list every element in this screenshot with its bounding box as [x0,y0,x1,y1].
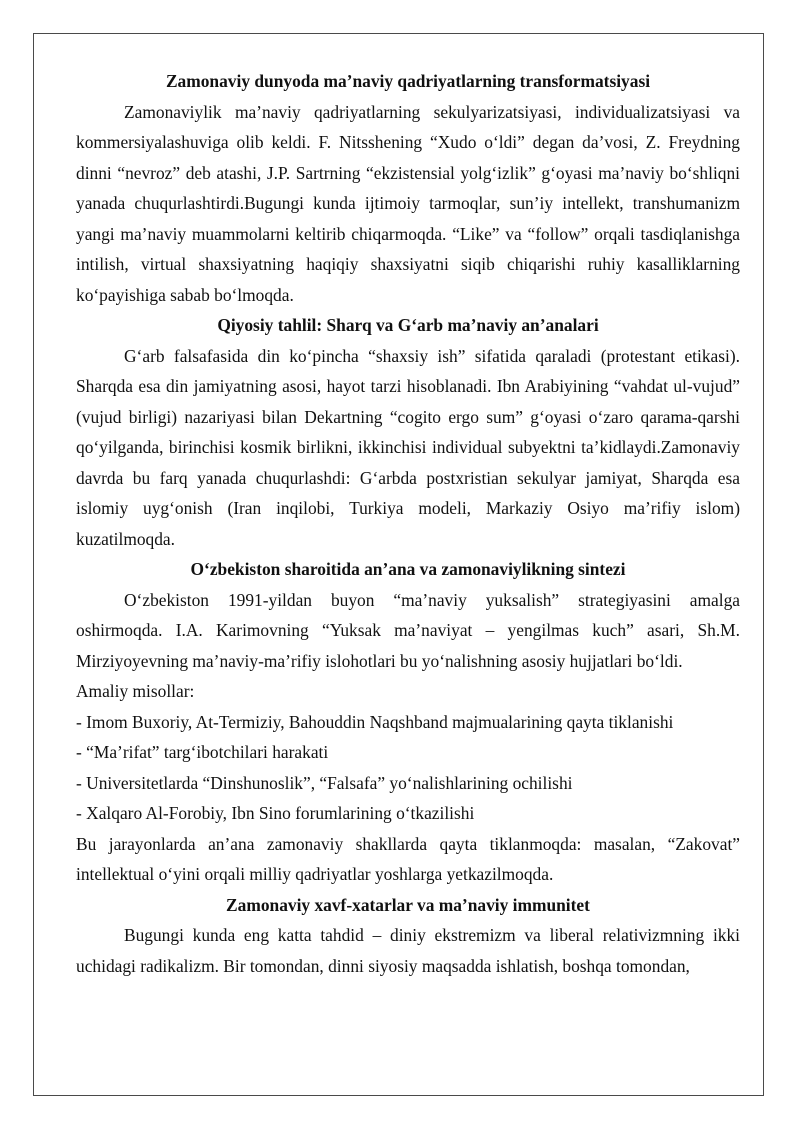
section-comparative-analysis [76,310,740,554]
paragraph: Bugungi kunda eng katta tahdid – diniy ekstremizm va liberal relativizmning ikki uchidagi radikalizm. Bir tomondan, dinni siyosiy maqsadda ishlatish, boshqa tomondan, [76,925,740,976]
paragraph: Zamonaviylik ma’naviy qadriyatlarning sekulyarizatsiyasi, individualizatsiyasi va kommersiyalashuviga olib keldi. F. Nitsshening “Xudo o‘ldi” degan da’vosi, Z. Freydning dinni “nevroz” deb atashi, J.P. Sartrning “ekzistensial yolg‘izlik” g‘oyasi ma’naviy bo‘shliqni yanada chuqurlashtirdi.Bugungi kunda ijtimoiy tarmoqlar, sun’iy intellekt, transhumanizm yangi ma’naviy muammolarni keltirib chiqarmoqda. “Like” va “follow” orqali tasdiqlanishga intilish, virtual shaxsiyatning haqiqiy shaxsiyatni siqib chiqarishi ruhiy kasalliklarning ko‘payishiga sabab bo‘lmoqda. [76,101,740,305]
examples-label: Amaliy misollar: [76,681,195,701]
section-transformation [76,66,740,310]
closing-paragraph: Bu jarayonlarda an’ana zamonaviy shakllarda qayta tiklanmoqda: masalan, “Zakovat” intellektual o‘yini orqali milliy qadriyatlar yoshlarga yetkazilmoqda. [76,833,740,884]
section-heading: Qiyosiy tahlil: Sharq va G‘arb ma’naviy an’analari [217,315,599,335]
list-item: - Xalqaro Al-Forobiy, Ibn Sino forumlarining o‘tkazilishi [76,803,475,823]
list-item: - Imom Buxoriy, At-Termiziy, Bahouddin Naqshband majmualarining qayta tiklanishi [76,711,674,732]
list-item: - “Ma’rifat” targ‘ibotchilari harakati [76,742,329,762]
section-heading: O‘zbekiston sharoitida an’ana va zamonaviylikning sintezi [190,559,626,579]
section-uzbekistan-synthesis [76,554,740,890]
section-heading: Zamonaviy xavf-xatarlar va ma’naviy immunitet [226,894,590,915]
section-heading: Zamonaviy dunyoda ma’naviy qadriyatlarning transformatsiyasi [165,71,651,91]
section-threats-immunity [76,890,740,982]
paragraph: O‘zbekiston 1991-yildan buyon “ma’naviy yuksalish” strategiyasini amalga oshirmoqda. I.A. Karimovning “Yuksak ma’naviyat – yengilmas kuch” asari, Sh.M. Mirziyoyevning ma’naviy-ma’rifiy islohotlari bu yo‘nalishning asosiy hujjatlari bo‘ldi. [76,589,740,671]
document-body [76,66,740,981]
list-item: - Universitetlarda “Dinshunoslik”, “Falsafa” yo‘nalishlarining ochilishi [76,772,573,793]
paragraph: G‘arb falsafasida din ko‘pincha “shaxsiy ish” sifatida qaraladi (protestant etikasi). Sharqda esa din jamiyatning asosi, hayot tarzi hisoblanadi. Ibn Arabiyining “vahdat ul-vujud” (vujud birligi) nazariyasi bilan Dekartning “cogito ergo sum” g‘oyasi o‘zaro qarama-qarshi qo‘yilganda, birinchisi kosmik birlikni, ikkinchisi individual subyektni ta’kidlaydi.Zamonaviy davrda bu farq yanada chuqurlashdi: G‘arbda postxristian sekulyar jamiyat, Sharqda esa islomiy uyg‘onish (Iran inqilobi, Turkiya modeli, Markaziy Osiyo ma’rifiy islom) kuzatilmoqda. [76,345,740,549]
